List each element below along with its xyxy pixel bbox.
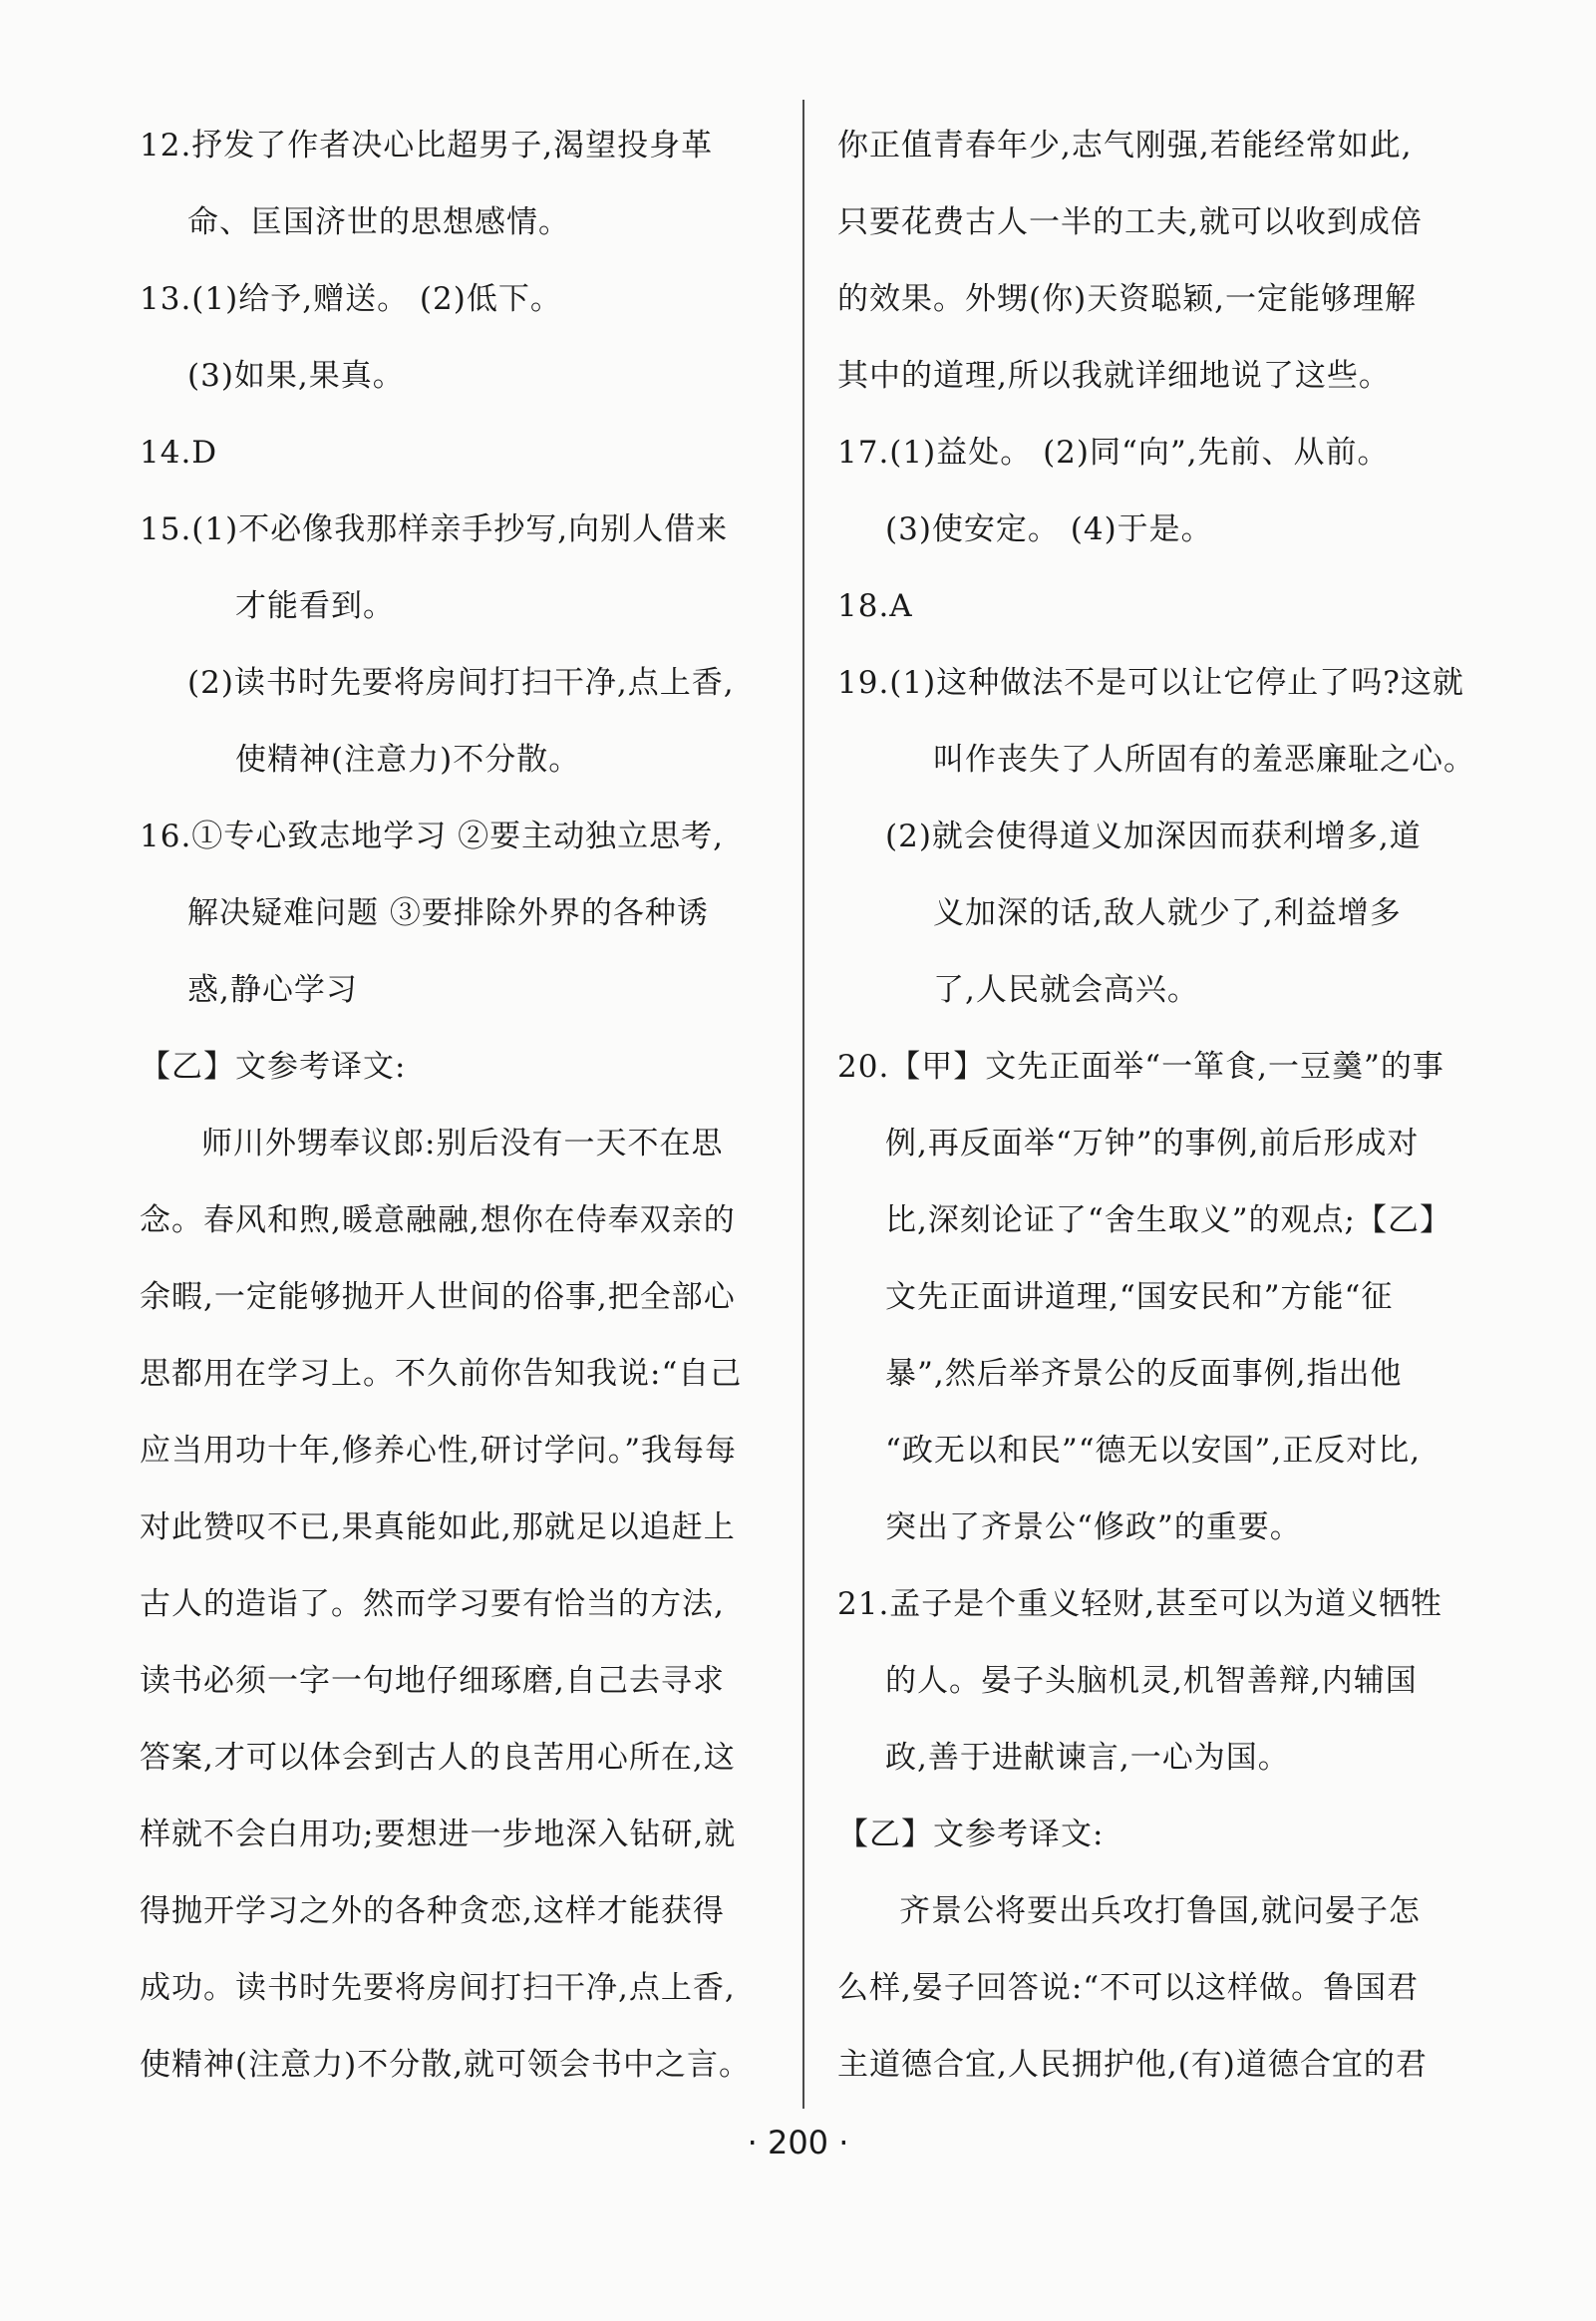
text-line: 20.【甲】文先正面举“一箪食,一豆羹”的事 (837, 1049, 1444, 1085)
text-line: 18.A (837, 588, 913, 624)
text-line: (3)使安定。 (4)于是。 (885, 511, 1213, 547)
text-line: 使精神(注意力)不分散,就可领会书中之言。 (140, 2047, 752, 2083)
text-line: 余暇,一定能够抛开人世间的俗事,把全部心 (140, 1279, 736, 1315)
text-line: 才能看到。 (235, 588, 395, 624)
text-line: 政,善于进献谏言,一心为国。 (885, 1740, 1290, 1776)
text-line: 其中的道理,所以我就详细地说了这些。 (837, 358, 1391, 394)
text-line: “政无以和民”“德无以安国”,正反对比, (885, 1433, 1422, 1469)
text-line: 19.(1)这种做法不是可以让它停止了吗?这就 (837, 665, 1464, 701)
page-number: · 200 · (747, 2124, 849, 2161)
text-line: 读书必须一字一句地仔细琢磨,自己去寻求 (140, 1663, 725, 1699)
text-line: 古人的造诣了。然而学习要有恰当的方法, (140, 1586, 725, 1622)
text-line: 了,人民就会高兴。 (933, 972, 1199, 1008)
text-line: (3)如果,果真。 (187, 358, 405, 394)
text-line: (2)读书时先要将房间打扫干净,点上香, (187, 665, 735, 701)
text-line: 文先正面讲道理,“国安民和”方能“征 (885, 1279, 1394, 1315)
text-line: 答案,才可以体会到古人的良苦用心所在,这 (140, 1740, 736, 1776)
text-line: 思都用在学习上。不久前你告知我说:“自己 (140, 1356, 743, 1392)
text-line: 得抛开学习之外的各种贪恋,这样才能获得 (140, 1893, 725, 1929)
text-line: 12.抒发了作者决心比超男子,渴望投身革 (140, 128, 714, 164)
text-line: 例,再反面举“万钟”的事例,前后形成对 (885, 1126, 1420, 1161)
text-line: 【乙】文参考译文: (140, 1049, 407, 1085)
text-line: 应当用功十年,修养心性,研讨学问。”我每每 (140, 1433, 738, 1469)
text-line: (2)就会使得道义加深因而获利增多,道 (885, 819, 1422, 854)
text-line: 念。春风和煦,暖意融融,想你在侍奉双亲的 (140, 1202, 736, 1238)
text-line: 13.(1)给予,赠送。 (2)低下。 (140, 281, 562, 317)
text-line: 只要花费古人一半的工夫,就可以收到成倍 (837, 204, 1423, 240)
text-line: 命、匡国济世的思想感情。 (187, 204, 570, 240)
text-line: 15.(1)不必像我那样亲手抄写,向别人借来 (140, 511, 729, 547)
text-line: 义加深的话,敌人就少了,利益增多 (933, 895, 1402, 931)
text-line: 【乙】文参考译文: (837, 1817, 1105, 1852)
left-column (140, 108, 778, 2104)
text-line: 17.(1)益处。 (2)同“向”,先前、从前。 (837, 435, 1390, 471)
text-line: 么样,晏子回答说:“不可以这样做。鲁国君 (837, 1970, 1420, 2006)
column-divider (802, 100, 804, 2109)
text-line: 解决疑难问题 ③要排除外界的各种诱 (187, 895, 709, 931)
text-line: 的效果。外甥(你)天资聪颖,一定能够理解 (837, 281, 1418, 317)
text-line: 主道德合宜,人民拥护他,(有)道德合宜的君 (837, 2047, 1428, 2083)
text-line: 14.D (140, 435, 218, 471)
text-line: 惑,静心学习 (187, 972, 358, 1008)
text-line: 齐景公将要出兵攻打鲁国,就问晏子怎 (899, 1893, 1421, 1929)
text-line: 突出了齐景公“修政”的重要。 (885, 1509, 1302, 1545)
text-line: 叫作丧失了人所固有的羞恶廉耻之心。 (933, 742, 1475, 778)
text-line: 暴”,然后举齐景公的反面事例,指出他 (885, 1356, 1403, 1392)
text-line: 样就不会白用功;要想进一步地深入钻研,就 (140, 1817, 737, 1852)
text-line: 师川外甥奉议郎:别后没有一天不在思 (201, 1126, 724, 1161)
text-line: 16.①专心致志地学习 ②要主动独立思考, (140, 819, 725, 854)
right-column (837, 108, 1485, 2104)
text-line: 21.孟子是个重义轻财,甚至可以为道义牺牲 (837, 1586, 1443, 1622)
text-line: 你正值青春年少,志气刚强,若能经常如此, (837, 128, 1413, 164)
text-line: 成功。读书时先要将房间打扫干净,点上香, (140, 1970, 736, 2006)
text-line: 对此赞叹不已,果真能如此,那就足以追赶上 (140, 1509, 736, 1545)
text-line: 使精神(注意力)不分散。 (235, 742, 581, 778)
text-line: 比,深刻论证了“舍生取义”的观点;【乙】 (885, 1202, 1451, 1238)
text-line: 的人。晏子头脑机灵,机智善辩,内辅国 (885, 1663, 1418, 1699)
